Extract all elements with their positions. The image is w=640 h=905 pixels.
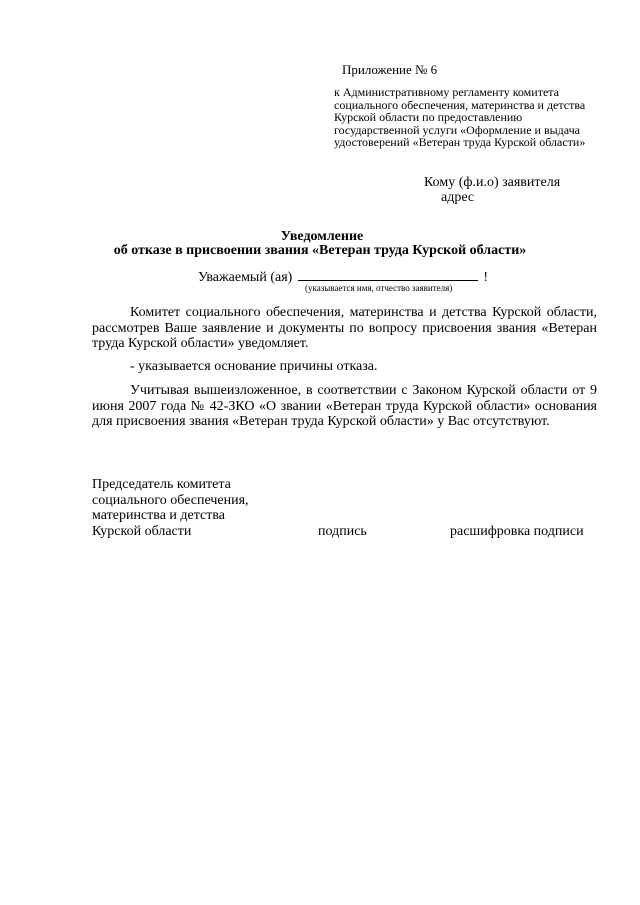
document-title: Уведомление [280, 229, 364, 244]
signatory-block [92, 477, 249, 539]
signatory-line: Курской области [92, 523, 192, 539]
signature-label: подпись [318, 524, 367, 539]
recipient-name-label: Кому (ф.и.о) заявителя [424, 175, 561, 190]
recipient-address-label: адрес [441, 190, 475, 205]
signature-decode-label: расшифровка подписи [450, 524, 584, 539]
refusal-reason: - указывается основание причины отказа. [130, 359, 378, 374]
appendix-title: Приложение № 6 [342, 62, 438, 77]
body-paragraph: Учитывая вышеизложенное, в соответствии с Законом Курской области от 9 июня 2007 года № 42-ЗКО «О звании «Ветеран труда Курской области» основания для присвоения звания «Ветеран труда Курской области» у Вас отсутствуют. [92, 383, 597, 429]
greeting-suffix: ! [483, 270, 488, 285]
appendix-line: социального обеспечения, материнства и детства [334, 97, 586, 112]
signatory-line: материнства и детства [92, 508, 225, 523]
greeting-prefix: Уважаемый (ая) [198, 270, 293, 285]
appendix-line: к Административному регламенту комитета [334, 85, 559, 99]
signatory-line: социального обеспечения, [92, 492, 249, 508]
document-subtitle: об отказе в присвоении звания «Ветеран труда Курской области» [113, 243, 527, 258]
appendix-line: Курской области по предоставлению [334, 110, 523, 125]
name-blank-line [298, 268, 478, 281]
greeting-note: (указывается имя, отчество заявителя) [305, 283, 453, 293]
body-paragraph: Комитет социального обеспечения, материнства и детства Курской области, рассмотрев Ваше заявление и документы по вопросу присвоения звания «Ветеран труда Курской области» уведомляет. [92, 305, 597, 351]
signatory-line: Председатель комитета [92, 477, 231, 492]
appendix-reference [334, 86, 634, 149]
appendix-line: удостоверений «Ветеран труда Курской области» [334, 135, 586, 150]
appendix-line: государственной услуги «Оформление и выдача [334, 122, 580, 137]
